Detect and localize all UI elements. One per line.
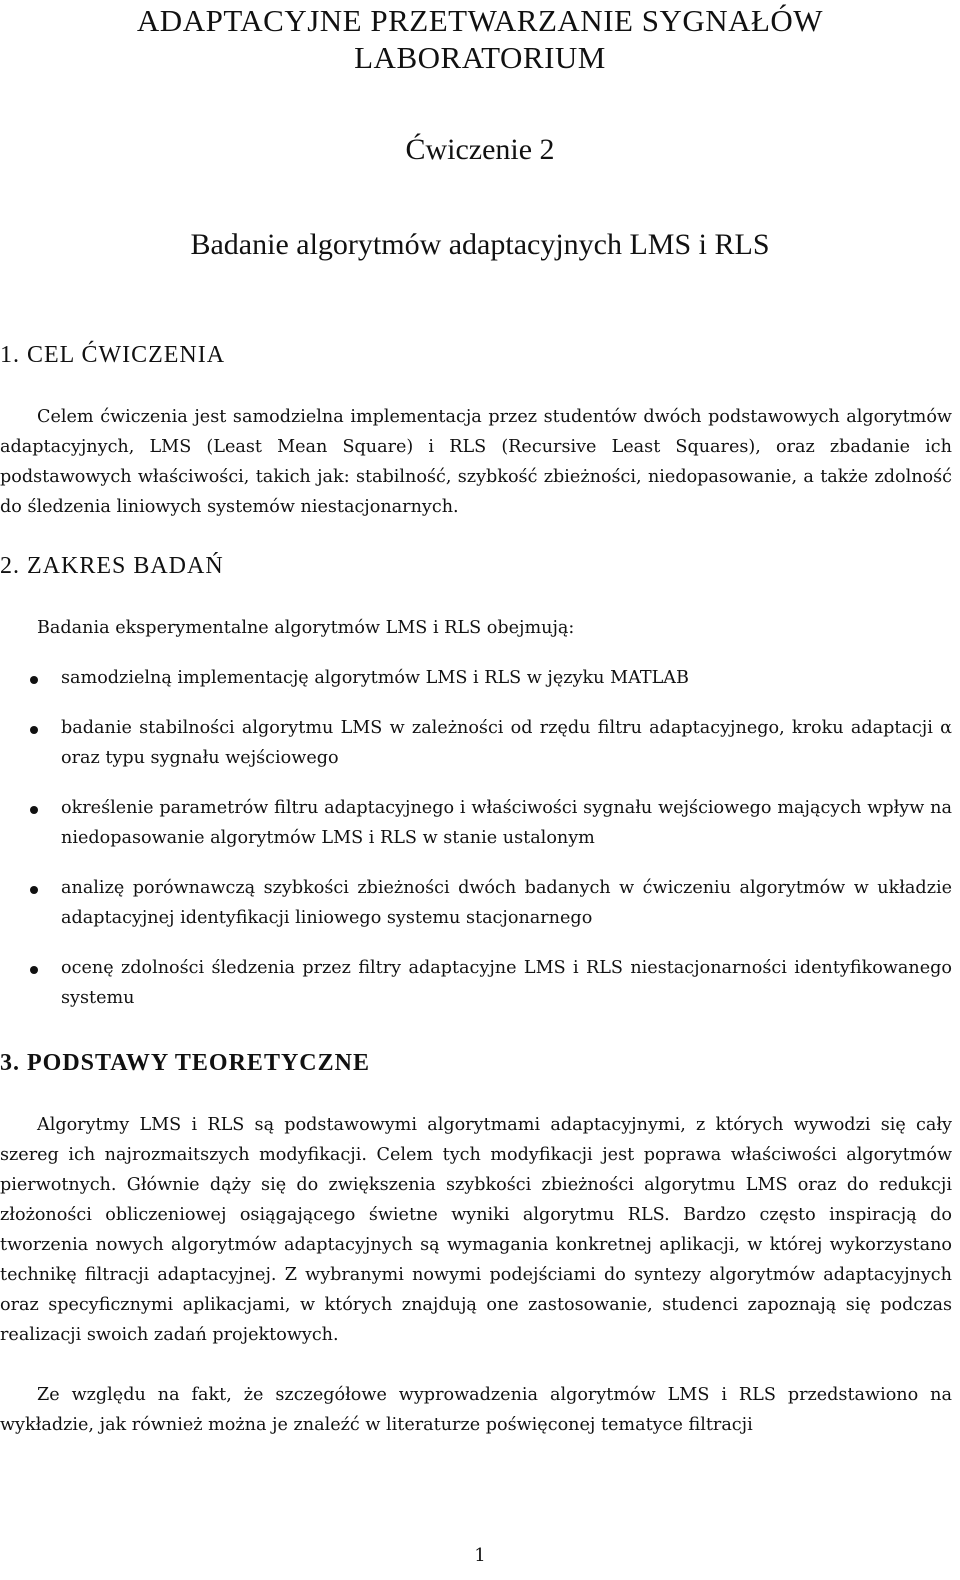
- bullet-icon: [30, 806, 38, 814]
- list-item-text: analizę porównawczą szybkości zbieżności dwóch badanych w ćwiczeniu algorytmów w układzie adaptacyjnej identyfikacji liniowego systemu stacjonarnego: [61, 878, 952, 928]
- document-title-line-2: LABORATORIUM: [354, 40, 606, 75]
- exercise-number: Ćwiczenie 2: [405, 133, 555, 166]
- list-item-text: ocenę zdolności śledzenia przez filtry adaptacyjne LMS i RLS niestacjonarności identyfikowanego systemu: [61, 958, 952, 1008]
- document-title-line-1: ADAPTACYJNE PRZETWARZANIE SYGNAŁÓW: [136, 3, 824, 38]
- list-item-text: określenie parametrów filtru adaptacyjnego i właściwości sygnału wejściowego mających wpływ na niedopasowanie algorytmów LMS i RLS w stanie ustalonym: [61, 798, 952, 848]
- goal-paragraph-text: Celem ćwiczenia jest samodzielna implementacja przez studentów dwóch podstawowych algorytmów adaptacyjnych, LMS (Least Mean Square) i RLS (Recursive Least Squares), oraz zbadanie ich podstawowych właściwości, takich jak: stabilność, szybkość zbieżności, niedopasowanie, a także zdolność do śledzenia liniowych systemów niestacjonarnych.: [0, 407, 952, 517]
- bullet-icon: [30, 676, 38, 684]
- page-number: 1: [474, 1545, 486, 1566]
- document-subtitle: Badanie algorytmów adaptacyjnych LMS i RLS: [190, 228, 770, 261]
- bullet-icon: [30, 886, 38, 894]
- section-heading-scope: 2. ZAKRES BADAŃ: [0, 553, 224, 579]
- list-item-text: badanie stabilności algorytmu LMS w zależności od rzędu filtru adaptacyjnego, kroku adaptacji α oraz typu sygnału wejściowego: [61, 718, 952, 768]
- theory-paragraph-1-text: Algorytmy LMS i RLS są podstawowymi algorytmami adaptacyjnymi, z których wywodzi się cały szereg ich najrozmaitszych modyfikacji. Celem tych modyfikacji jest poprawa właściwości algorytmów pierwotnych. Głównie dąży się do zwiększenia szybkości zbieżności algorytmu LMS oraz do redukcji złożoności obliczeniowej osiągającego świetne wyniki algorytmu RLS. Bardzo często inspiracją do tworzenia nowych algorytmów adaptacyjnych są wymagania konkretnej aplikacji, w której wykorzystano technikę filtracji adaptacyjnej. Z wybranymi nowymi podejściami do syntezy algorytmów adaptacyjnych oraz specyficznymi aplikacjami, w których znajdują one zastosowanie, studenci zapoznają się podczas realizacji swoich zadań projektowych.: [0, 1115, 952, 1345]
- theory-paragraph-1: [0, 1110, 952, 1350]
- bullet-icon: [30, 966, 38, 974]
- theory-paragraph-2-text: Ze względu na fakt, że szczegółowe wyprowadzenia algorytmów LMS i RLS przedstawiono na wykładzie, jak również można je znaleźć w literaturze poświęconej tematyce filtracji: [0, 1385, 952, 1435]
- scope-intro: Badania eksperymentalne algorytmów LMS i RLS obejmują:: [37, 618, 575, 638]
- section-heading-goal: 1. CEL ĆWICZENIA: [0, 342, 226, 368]
- section-heading-theory: 3. PODSTAWY TEORETYCZNE: [0, 1050, 370, 1076]
- bullet-icon: [30, 726, 38, 734]
- section-goal-paragraph: [0, 402, 952, 522]
- theory-paragraph-2: [0, 1380, 952, 1440]
- list-item-text: samodzielną implementację algorytmów LMS i RLS w języku MATLAB: [61, 668, 689, 688]
